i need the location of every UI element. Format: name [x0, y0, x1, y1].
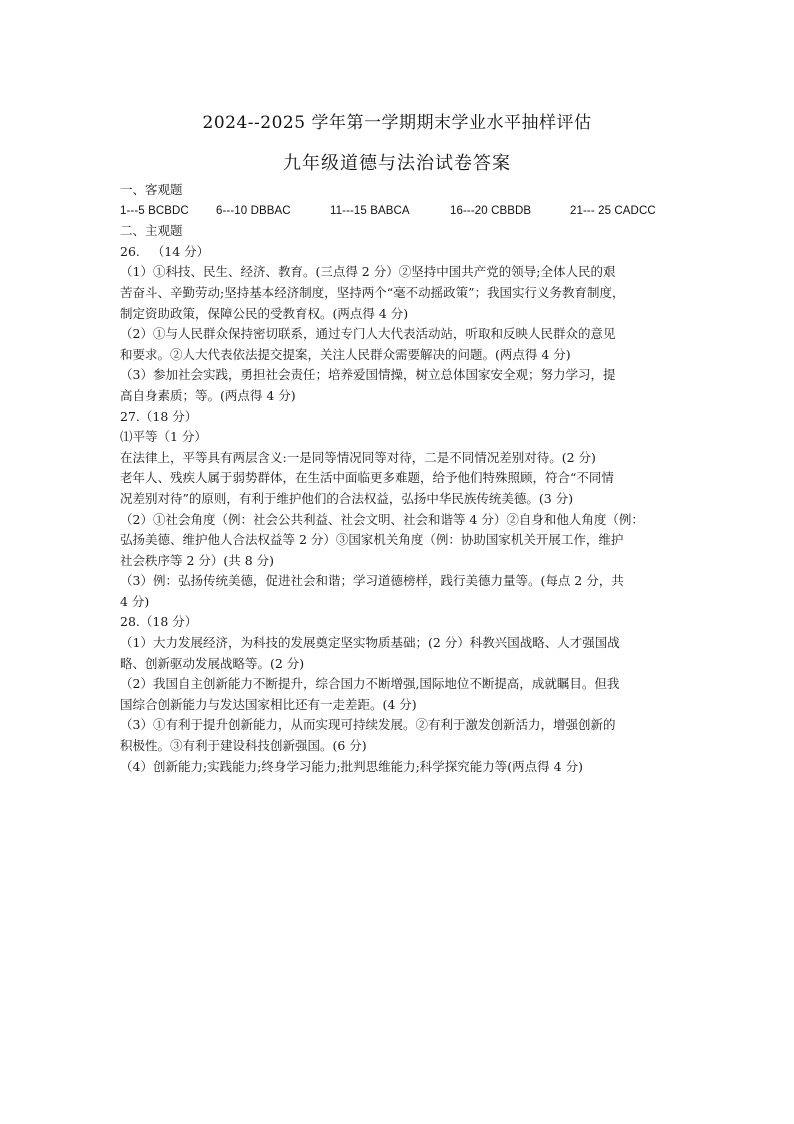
answer-group: 16---20 CBBDB [450, 204, 532, 217]
answer-line: ⑴平等（1 分） [120, 429, 207, 445]
answer-line: （3）例：弘扬传统美德，促进社会和谐；学习道德榜样，践行美德力量等。(每点 2 分，共 [120, 573, 624, 589]
question-heading: 26. （14 分） [120, 243, 210, 259]
section-objective-heading: 一、客观题 [120, 182, 183, 197]
answer-line: 4 分) [120, 593, 150, 609]
answer-content [120, 180, 680, 777]
answer-line: （2）①与人民群众保持密切联系，通过专门人大代表活动站，听取和反映人民群众的意见 [120, 326, 616, 342]
answer-line: 社会秩序等 2 分）(共 8 分) [120, 552, 275, 568]
answer-line: 况差别对待”的原则，有利于维护他们的合法权益，弘扬中华民族传统美德。(3 分) [120, 490, 574, 506]
answer-line: 略、创新驱动发展战略等。(2 分) [120, 655, 305, 671]
answer-line: （1）①科技、民生、经济、教育。(三点得 2 分）②坚持中国共产党的领导;全体人民的艰 [120, 264, 616, 280]
answer-line: （1）大力发展经济，为科技的发展奠定坚实物质基础；(2 分）科教兴国战略、人才强国战 [120, 635, 620, 651]
answer-line: 弘扬美德、维护他人合法权益等 2 分）③国家机关角度（例：协助国家机关开展工作，维护 [120, 532, 624, 548]
answer-line: 制定资助政策，保障公民的受教育权。(两点得 4 分) [120, 305, 409, 321]
answer-line: 老年人、残疾人属于弱势群体，在生活中面临更多难题，给予他们特殊照顾，符合“不同情 [120, 470, 614, 486]
answer-line: 在法律上，平等具有两层含义:一是同等情况同等对待，二是不同情况差别对待。(2 分) [120, 449, 596, 465]
exam-title: 2024--2025 学年第一学期期末学业水平抽样评估 [202, 113, 592, 133]
answer-line: 苦奋斗、辛勤劳动;坚持基本经济制度，坚持两个“毫不动摇政策”；我国实行义务教育制度， [120, 284, 625, 300]
question-27 [120, 407, 680, 613]
objective-answers-row [120, 201, 680, 222]
answer-line: （4）创新能力;实践能力;终身学习能力;批判思维能力;科学探究能力等(两点得 4 分) [120, 758, 583, 774]
answer-group: 1---5 BCBDC [120, 204, 189, 217]
answer-line: （3）①有利于提升创新能力，从而实现可持续发展。②有利于激发创新活力，增强创新的 [120, 717, 616, 733]
answer-line: （2）我国自主创新能力不断提升，综合国力不断增强,国际地位不断提高，成就瞩目。但我 [120, 676, 620, 692]
answer-line: 高自身素质；等。(两点得 4 分) [120, 387, 296, 403]
answer-group: 6---10 DBBAC [216, 204, 291, 217]
answer-line: 国综合创新能力与发达国家相比还有一走差距。(4 分) [120, 696, 417, 712]
answer-group: 11---15 BABCA [330, 204, 410, 217]
section-subjective-heading: 二、主观题 [120, 223, 183, 239]
answer-line: 和要求。②人大代表依法提交提案，关注人民群众需要解决的问题。(两点得 4 分) [120, 346, 571, 362]
question-heading: 27.（18 分） [120, 408, 198, 424]
answer-line: （3）参加社会实践，勇担社会责任；培养爱国情操，树立总体国家安全观；努力学习，提 [120, 367, 616, 383]
question-26 [120, 242, 680, 407]
question-28 [120, 612, 680, 777]
answer-line: 积极性。③有利于建设科技创新强国。(6 分) [120, 738, 367, 754]
answer-line: （2）①社会角度（例：社会公共利益、社会文明、社会和谐等 4 分）②自身和他人角度（例： [120, 511, 644, 527]
question-heading: 28.（18 分） [120, 614, 198, 630]
answer-group: 21--- 25 CADCC [570, 204, 656, 217]
exam-subtitle: 九年级道德与法治试卷答案 [283, 153, 511, 174]
